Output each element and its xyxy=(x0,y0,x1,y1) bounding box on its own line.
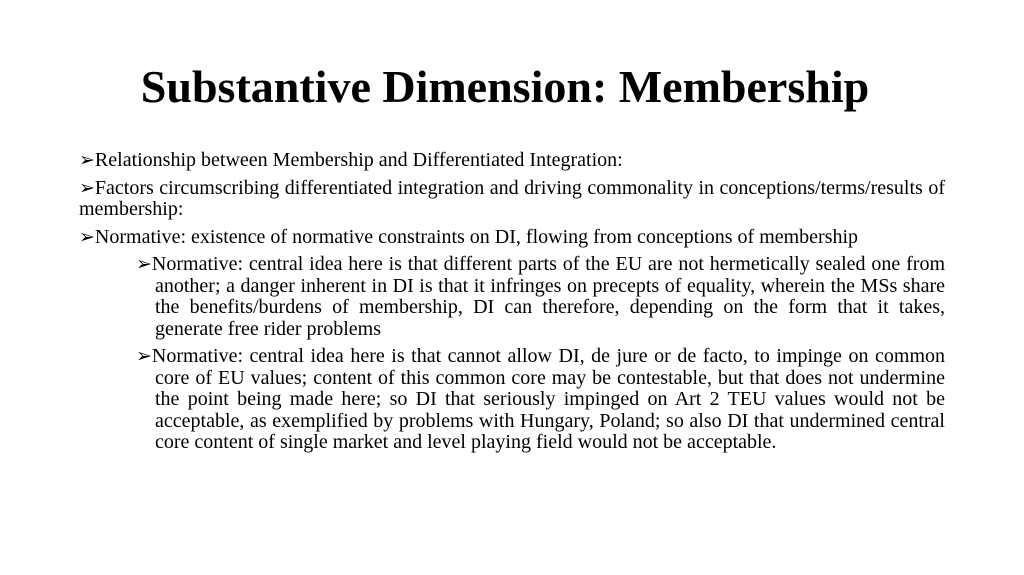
bullet-item xyxy=(79,178,945,221)
arrow-bullet-icon: ➢ xyxy=(79,150,95,171)
bullet-text: Normative: existence of normative constraints on DI, flowing from conceptions of membership xyxy=(94,225,859,248)
arrow-bullet-icon: ➢ xyxy=(136,346,152,367)
bullet-text: Relationship between Membership and Differentiated Integration: xyxy=(94,149,623,171)
arrow-bullet-icon: ➢ xyxy=(79,177,95,199)
sub-bullet-item xyxy=(136,346,945,454)
bullet-item xyxy=(79,150,945,172)
bullet-text: Normative: central idea here is that cannot allow DI, de jure or de facto, to impinge on common core of EU values; content of this common core may be contestable, but that does not undermine the point being made here; so DI that seriously impinged on Art 2 TEU values would not be acceptable, as exemplified by problems with Hungary, Poland; so also DI that undermined central core content of single market and level playing field would not be acceptable. xyxy=(151,345,945,453)
bullet-item xyxy=(79,227,945,249)
bullet-text: Normative: central idea here is that different parts of the EU are not hermetically sealed one from another; a danger inherent in DI is that it infringes on precepts of equality, wherein the MSs share the benefits/burdens of membership, DI can therefore, depending on the form that it takes, generate free rider problems xyxy=(151,253,945,340)
bullet-list xyxy=(79,150,945,460)
arrow-bullet-icon: ➢ xyxy=(79,226,95,248)
sub-bullet-item xyxy=(136,254,945,340)
bullet-text: Factors circumscribing differentiated integration and driving commonality in conceptions/terms/results of membership: xyxy=(79,176,945,220)
slide-title: Substantive Dimension: Membership xyxy=(140,61,870,112)
arrow-bullet-icon: ➢ xyxy=(136,254,152,275)
